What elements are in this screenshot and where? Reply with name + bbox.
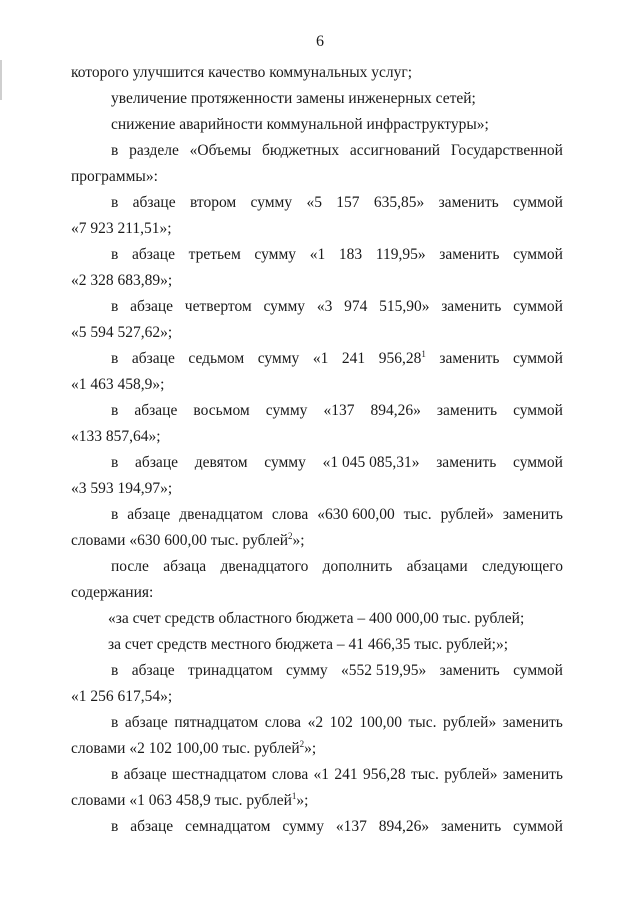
word: 157 [336, 194, 360, 211]
word: 635,85» [373, 194, 425, 211]
word: в [111, 454, 119, 471]
justified-line [71, 658, 563, 684]
line-text: словами «630 600,00 тыс. рублей [71, 532, 289, 549]
word: абзаце [134, 402, 178, 419]
word: «1 [309, 246, 326, 263]
word: тыс. [410, 766, 439, 783]
word: третьем [188, 246, 241, 263]
word: заменить [436, 402, 498, 419]
word: сумму [265, 402, 308, 419]
word: после [111, 558, 149, 575]
word: суммой [513, 402, 563, 419]
justified-line [71, 242, 563, 268]
word: в [111, 350, 119, 367]
justified-line [71, 294, 563, 320]
word: в [111, 298, 119, 315]
word: абзаце [131, 662, 175, 679]
scan-edge-mark [0, 60, 2, 100]
word: заменить [502, 506, 563, 523]
word: втором [189, 194, 237, 211]
word: суммой [513, 662, 563, 679]
word: пятнадцатом [174, 714, 259, 731]
word: «137 [335, 818, 367, 835]
word: рублей» [442, 714, 497, 731]
text-line: снижение аварийности коммунальной инфраструктуры»; [111, 116, 489, 133]
word: ассигнований [349, 142, 441, 159]
word: в [111, 766, 119, 783]
page-number: 6 [316, 33, 324, 50]
text-line: «3 593 194,97»; [71, 480, 173, 497]
word: 183 [338, 246, 363, 263]
word: «3 [316, 298, 333, 315]
word: в [111, 818, 119, 835]
text-line: «133 857,64»; [71, 428, 161, 445]
line-text: словами «1 063 458,9 тыс. рублей [71, 792, 292, 809]
text-line: «2 328 683,89»; [71, 272, 173, 289]
document-body [71, 60, 563, 840]
word: заменить [441, 298, 502, 315]
word: «1 [312, 350, 329, 367]
footnote-marker: 1 [291, 790, 297, 801]
word: 974 [344, 298, 368, 315]
word: абзаце [132, 194, 176, 211]
word: «552 519,95» [341, 662, 427, 679]
word: 119,95» [375, 246, 426, 263]
justified-line [71, 346, 563, 372]
word: «137 [323, 402, 355, 419]
line-text: »; [292, 532, 305, 549]
word: «630 600,00 [317, 506, 395, 523]
text-line: содержания: [71, 584, 154, 601]
word: в [111, 402, 119, 419]
word: в [111, 506, 119, 523]
word: «5 [306, 194, 322, 211]
word: заменить [439, 662, 500, 679]
word: дополнить [322, 558, 393, 575]
word: слова [271, 506, 309, 523]
word: 102 [329, 714, 353, 731]
word: 894,26» [378, 818, 430, 835]
word: абзацами [406, 558, 468, 575]
word: седьмом [188, 350, 245, 367]
line-text: »; [296, 792, 309, 809]
justified-line [71, 450, 563, 476]
word: суммой [513, 298, 563, 315]
word: суммой [513, 454, 563, 471]
word: двенадцатого [220, 558, 309, 575]
word: абзаце [123, 766, 167, 783]
word: в [111, 714, 119, 731]
word: в [111, 662, 119, 679]
word: 956,28 [378, 350, 422, 367]
word: двенадцатом [179, 506, 263, 523]
justified-line [71, 138, 563, 164]
word: в [111, 246, 119, 263]
word: сумму [257, 350, 300, 367]
word: заменить [436, 454, 497, 471]
word: суммой [513, 350, 563, 367]
word: сумму [282, 818, 324, 835]
word: абзаце [127, 506, 171, 523]
word: «2 [307, 714, 324, 731]
word: разделе [129, 142, 179, 159]
word: заменить [502, 766, 563, 783]
word: сумму [264, 454, 306, 471]
word: тыс. [408, 714, 437, 731]
word: тринадцатом [188, 662, 273, 679]
word: 100,00 [359, 714, 402, 731]
word: в [111, 142, 119, 159]
word: заменить [441, 818, 502, 835]
text-line: «1 256 617,54»; [71, 688, 173, 705]
word: заменить [502, 714, 563, 731]
text-line: «1 463 458,9»; [71, 376, 165, 393]
word: сумму [254, 246, 297, 263]
word: сумму [286, 662, 328, 679]
word-with-footnote [379, 346, 426, 372]
word: абзаце [135, 454, 178, 471]
word: суммой [513, 246, 563, 263]
word: «1 [313, 766, 330, 783]
justified-line [71, 554, 563, 580]
word: «1 045 085,31» [322, 454, 420, 471]
word: 515,90» [379, 298, 430, 315]
text-line: «7 923 211,51»; [71, 220, 172, 237]
word: 894,26» [370, 402, 421, 419]
word: «Объемы [189, 142, 252, 159]
word: абзаце [131, 350, 175, 367]
word: абзаце [132, 246, 175, 263]
word: рублей» [444, 766, 498, 783]
word: шестнадцатом [171, 766, 267, 783]
word: следующего [481, 558, 563, 575]
justified-line [71, 710, 563, 736]
footnote-marker: 2 [288, 530, 293, 541]
word: 241 [341, 350, 366, 367]
footnote-marker: 2 [299, 738, 305, 749]
word: заменить [439, 246, 500, 263]
word: 241 [334, 766, 358, 783]
justified-line [71, 190, 563, 216]
word: суммой [513, 818, 563, 835]
line-text: словами «2 102 100,00 тыс. рублей [71, 740, 300, 757]
word: абзаца [163, 558, 207, 575]
text-line: за счет средств местного бюджета – 41 466,35 тыс. рублей;»; [108, 636, 509, 653]
word: семнадцатом [185, 818, 271, 835]
word: суммой [513, 194, 563, 211]
text-line-with-footnote [71, 788, 563, 814]
word: сумму [263, 298, 306, 315]
word: слова [264, 714, 302, 731]
text-line: программы»: [71, 168, 158, 185]
text-line: «5 594 527,62»; [71, 324, 173, 341]
text-line-with-footnote [71, 736, 563, 762]
word: девятом [194, 454, 248, 471]
word: заменить [439, 350, 500, 367]
word: слова [271, 766, 309, 783]
word: Государственной [450, 142, 563, 159]
word: тыс. [403, 506, 432, 523]
text-line-with-footnote [71, 528, 563, 554]
word: бюджетных [261, 142, 340, 159]
text-line: увеличение протяженности замены инженерных сетей; [111, 90, 476, 107]
word: четвертом [184, 298, 252, 315]
word: абзаце [130, 298, 174, 315]
justified-line [71, 502, 563, 528]
justified-line [71, 398, 563, 424]
word: восьмом [193, 402, 250, 419]
line-text: »; [304, 740, 317, 757]
word: в [111, 194, 119, 211]
word: абзаце [124, 714, 168, 731]
word: рублей» [440, 506, 494, 523]
text-line: которого улучшится качество коммунальных услуг; [71, 64, 413, 81]
word: заменить [438, 194, 499, 211]
footnote-marker: 1 [421, 348, 426, 359]
word: сумму [250, 194, 293, 211]
word: 956,28 [362, 766, 406, 783]
justified-line [71, 762, 563, 788]
justified-line [71, 814, 563, 840]
text-line: «за счет средств областного бюджета – 400 000,00 тыс. рублей; [108, 610, 525, 627]
word: абзаце [130, 818, 174, 835]
